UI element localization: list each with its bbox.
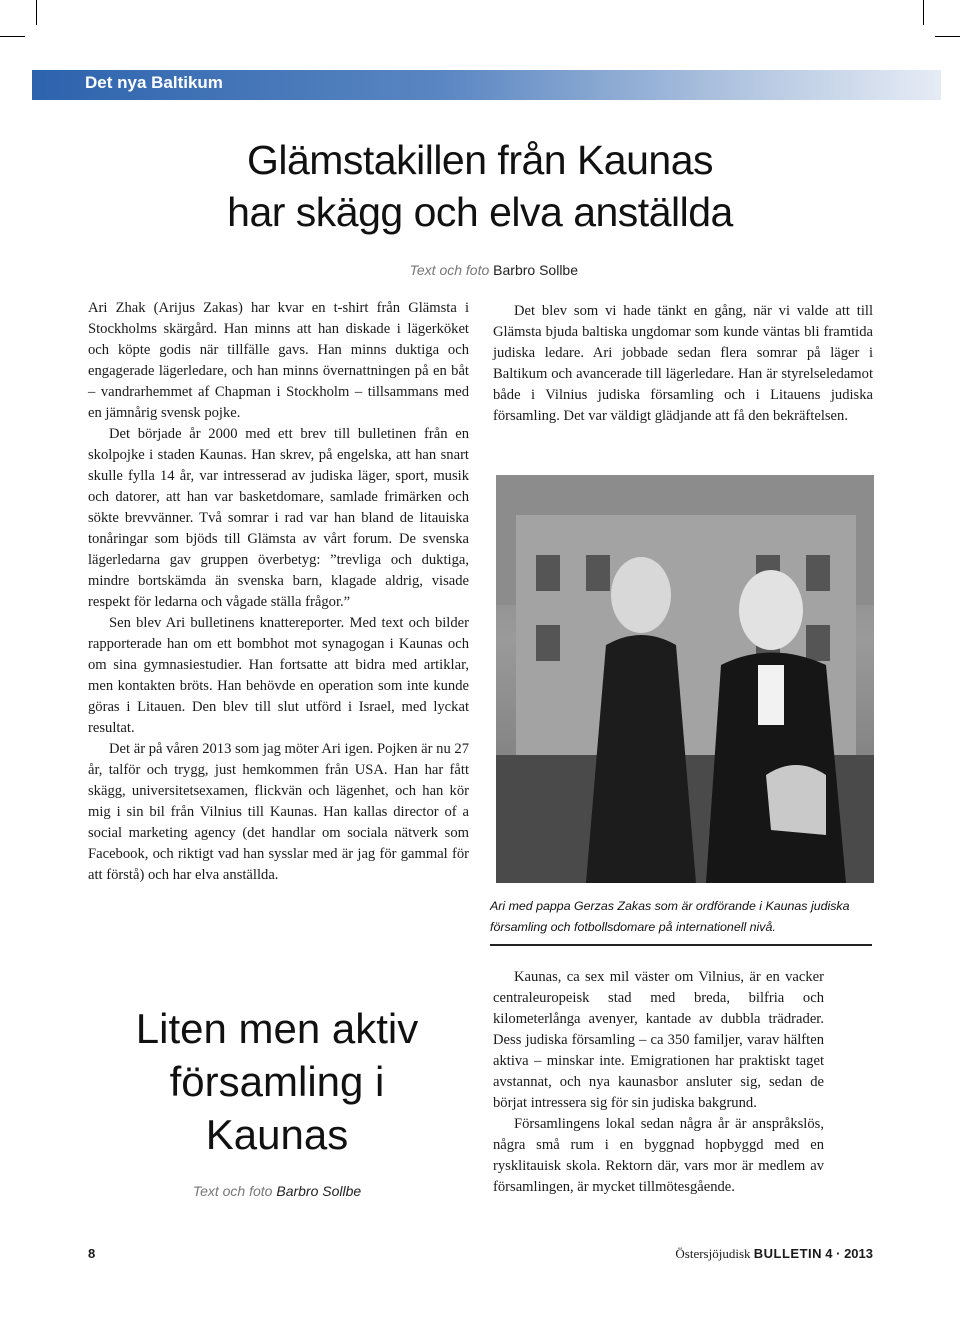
paragraph: Församlingens lokal sedan några år är anspråkslös, några små rum i en byggnad hopbyggd med en rysklitauisk skola. Rektorn där, vars mor är medlem av församlingen, är mycket tillmötesgående. (493, 1116, 824, 1195)
section-title: Det nya Baltikum (85, 73, 223, 92)
section-banner (32, 70, 941, 100)
byline-author: Barbro Sollbe (493, 262, 578, 278)
crop-mark-top-right-vertical (923, 0, 924, 25)
publication-prefix: Östersjöjudisk (675, 1246, 751, 1261)
second-article-headline (90, 1002, 464, 1161)
byline-prefix: Text och foto (409, 262, 490, 278)
publication-name: BULLETIN (753, 1246, 823, 1261)
article-photo (496, 475, 874, 883)
crop-mark-top-left-vertical (36, 0, 37, 25)
page-number: 8 (88, 1246, 96, 1261)
crop-mark-top-right (935, 36, 960, 37)
publication-footer (675, 1246, 873, 1262)
second-article-byline (90, 1183, 464, 1199)
paragraph: Det började år 2000 med ett brev till bulletinen från en skolpojke i staden Kaunas. Han skrev, på engelska, att han snart skulle fylla 14 år, var intresserad av judiska läger, sport, musik och datorer, att han var basketdomare, samlade frimärken och sökte brevvänner. Två somrar i rad var han bland de litauiska tonåringar som bjöds till Glämsta av vårt forum. De svenska lägerledarna gav gruppen överbetyg: ”trevliga och duktiga, mindre bortskämda än svenska barn, klagade aldrig, visade respekt för ledarna och vågade ställa frågor.” (88, 426, 469, 610)
paragraph: Ari Zhak (Arijus Zakas) har kvar en t-shirt från Glämsta i Stockholms skärgård. Han minns att han diskade i lägerköket och köpte godis när tillfälle gavs. Han minns duktiga och engagerade lägerledare, och han minns övernattningen på en båt – vandrarhemmet af Chapman i Stockholm – tillsammans med en jämnårig svensk pojke. (88, 300, 469, 421)
headline-line-1: Liten men aktiv (135, 1005, 419, 1052)
paragraph: Det är på våren 2013 som jag möter Ari igen. Pojken är nu 27 år, talför och trygg, just hemkommen från USA. Han har fått skägg, universitetsexamen, flickvän och lägenhet, och han kör mig i sin bil från Vilnius till Kaunas. Han kallas director of a social marketing agency (det handlar om sociala nätverk som Facebook, och riktigt vad han sysslar med är jag för gammal för att förstå) och har elva anställda. (88, 741, 469, 883)
paragraph: Kaunas, ca sex mil väster om Vilnius, är en vacker centraleuropeisk stad med breda, bilfria och kilometerlånga avenyer, kantade av dubbla trädrader. Dess judiska församling – ca 350 familjer, varav hälften aktiva – minskar inte. Emigrationen har praktiskt taget avstannat, och nya kaunasbor ansluter sig, sedan de börjat intressera sig för sin judiska bakgrund. (493, 969, 824, 1111)
article-body-left-column (88, 298, 469, 886)
crop-mark-top-left (0, 36, 25, 37)
headline-line-2: församling i (169, 1058, 385, 1105)
byline-prefix: Text och foto (192, 1183, 273, 1199)
second-article-body (493, 967, 824, 1198)
headline-line-2: har skägg och elva anställda (227, 189, 733, 235)
photo-illustration (496, 475, 874, 883)
paragraph: Sen blev Ari bulletinens knattereporter. Med text och bilder rapporterade han om ett bombhot mot synagogan i Kaunas och om sina gymnasiestudier. Han fortsatte att bidra med artiklar, men kontakten bröts. Han behövde en operation som inte kunde göras i Litauen. Den blev till slut utförd i Israel, med lyckat resultat. (88, 615, 469, 736)
headline-line-1: Glämstakillen från Kaunas (246, 137, 714, 183)
photo-caption: Ari med pappa Gerzas Zakas som är ordförande i Kaunas judiska församling och fotbollsdomare på internationell nivå. (490, 899, 850, 934)
headline-line-3: Kaunas (205, 1111, 349, 1158)
article-byline (410, 262, 578, 278)
byline-author: Barbro Sollbe (276, 1183, 362, 1199)
divider-rule (490, 944, 872, 946)
issue-number: 4 · 2013 (825, 1246, 873, 1261)
article-body-right-column (493, 301, 873, 427)
article-headline (140, 134, 820, 238)
paragraph: Det blev som vi hade tänkt en gång, när vi valde att till Glämsta bjuda baltiska ungdomar som kunde väntas bli framtida judiska ledare. Ari jobbade sedan flera somrar på läger i Baltikum och avancerade till lägerledare. Han är styrelseledamot både i Vilnius judiska församling och i Litauens judiska församling. Det var väldigt glädjande att få den bekräftelsen. (493, 303, 873, 424)
